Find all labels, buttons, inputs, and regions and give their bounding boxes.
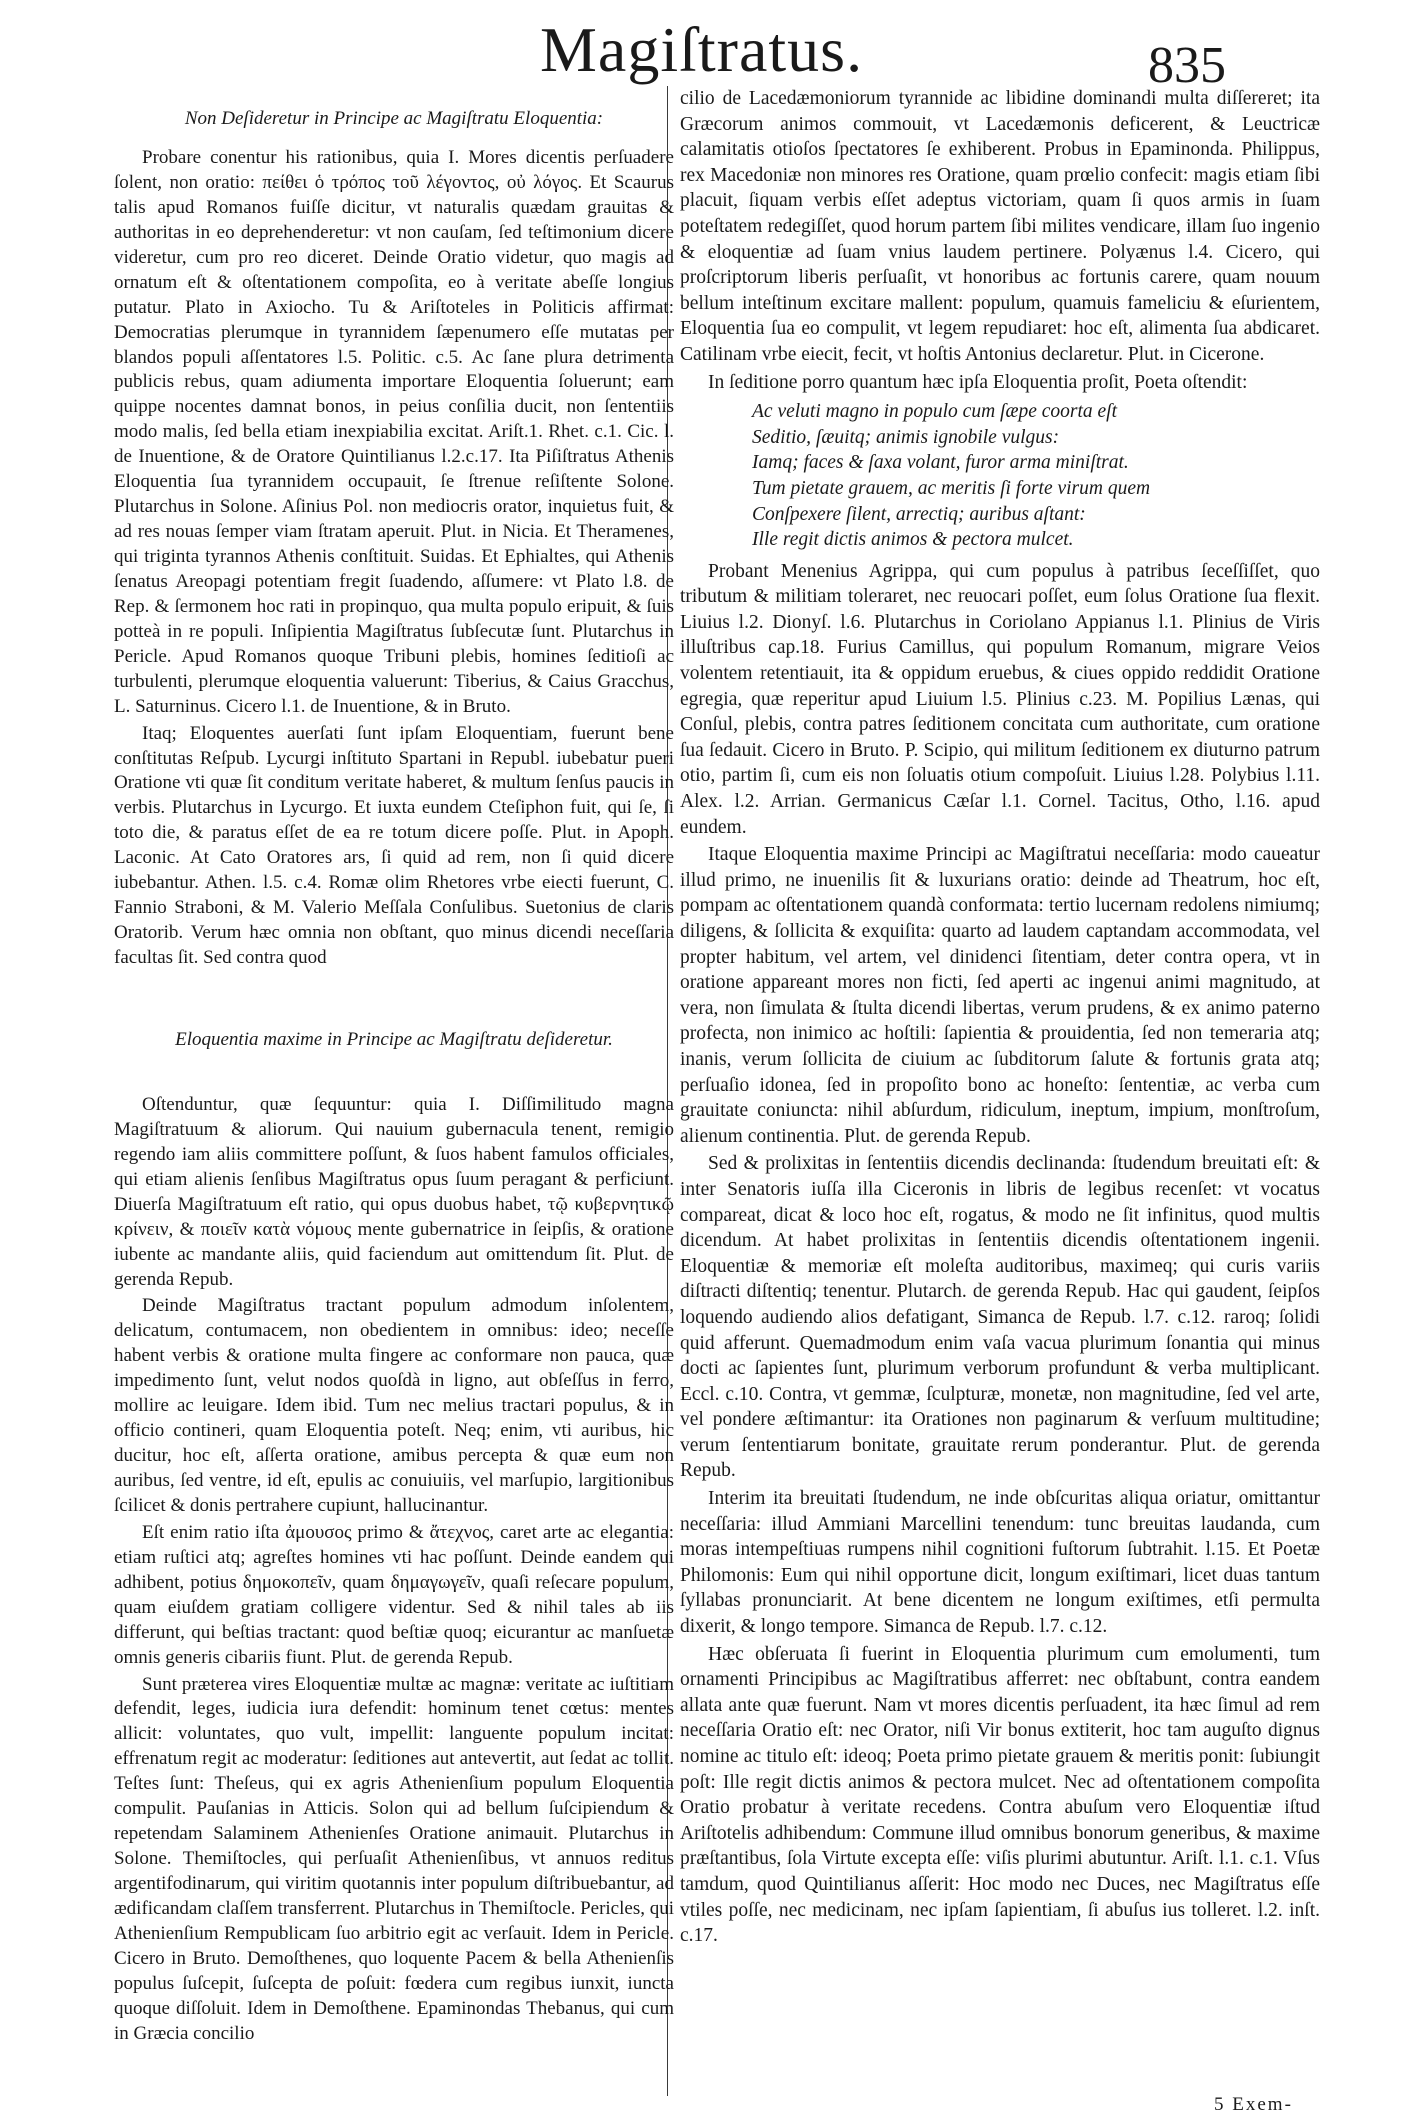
paragraph: Sed & prolixitas in ſententiis dicendis declinanda: ſtudendum breuitati eſt: & inter Senatoris iuſſa illa Ciceronis in libris de legibus recenſet: vt vocatus compareat, dicat & loco hoc eſt, rogatus, & modo ne ſit infinitus, quod multis dicendum. At habet prolixitas in ſententiis dicendis oſtentationem ingenii. Eloquentiæ & memoriæ eſt moleſta auditoribus, maximeq; qui curis variis diſtracti diſtentiq; tenentur. Plutarch. de gerenda Repub. Hac qui gaudent, ſeipſos loquendo audiendo alios defatigant, Simanca de Repub. l.7. c.12. raroq; ſolidi quid afferunt. Quemadmodum enim vaſa vacua plurimum ſonantia qui minus docti ac ſapientes ſunt, plurimum verborum profundunt & verba multiplicant. Eccl. c.10. Contra, vt gemmæ, ſculpturæ, monetæ, non magnitudine, ſed vel arte, vel pondere æſtimantur: ita Orationes non paginarum & verſuum multitudine; verum ſententiarum bonitate, grauitate rerum ponderantur. Plut. de gerenda Repub. <box>680 1153 1320 1482</box>
right-column <box>680 86 1320 1949</box>
paragraph: Itaq; Eloquentes auerſati ſunt ipſam Eloquentiam, fuerunt bene conſtitutas Reſpub. Lycurgi inſtituto Spartani in Republ. iubebatur pueri Oratione vti quæ ſit conditum veritate haberet, & multum ſenſus paucis in verbis. Plutarchus in Lycurgo. Et iuxta eundem Cteſiphon fuit, qui ſe, ſi toto die, & paratus eſſet de ea re totum dicere poſſe. Plut. in Apoph. Laconic. At Cato Oratores ars, ſi quid ad rem, non ſi quid dicere iubebantur. Athen. l.5. c.4. Romæ olim Rhetores vrbe eiecti fuerunt, C. Fannio Straboni, & M. Valerio Meſſala Conſulibus. Suetonius de claris Oratorib. Verum hæc omnia non obſtant, quo minus dicendi neceſſaria facultas ſit. Sed contra quod <box>114 722 674 968</box>
page-number: 835 <box>1148 37 1226 94</box>
section-heading-1: Non Deſideretur in Principe ac Magiſtratu Eloquentia: <box>184 108 604 129</box>
verse-line: Tum pietate grauem, ac meritis ſi forte virum quem <box>752 477 1151 499</box>
verse-quotation <box>752 399 1320 553</box>
paragraph: Probare conentur his rationibus, quia I. Mores dicentis perſuadere ſolent, non oratio: πείθει ὁ τρόπος τοῦ λέγοντος, οὐ λόγος. Et Scaurus talis apud Romanos fuiſſe dicitur, vt naturalis quædam grauitas & authoritas in eo deprehenderetur: vt non cauſam, ſed teſtimonium dicere videretur, cum pro reo diceret. Deinde Oratio videtur, quo magis ad ornatum eſt & oſtentationem compoſita, eo à veritate abeſſe longius putatur. Plato in Axiocho. Tu & Ariſtoteles in Politicis affirmat: Democratias plerumque in tyrannidem ſæpenumero eſſe mutatas per blandos populi aſſentatores l.5. Politic. c.5. Ac ſane plura detrimenta publicis rebus, quam adiumenta importare Eloquentia ſoluerunt; eam quippe nocentes damnat bonos, in peius conſilia ducit, non ſententiis modo malis, ſed bella etiam inexpiabilia excitat. Ariſt.1. Rhet. c.1. Cic. l. de Inuentione, & de Oratore Quintilianus l.2.c.17. Ita Piſiſtratus Athenis Eloquentia ſua tyrannidem occupauit, ſe ſtrenue reſiſtente Solone. Plutarchus in Solone. Aſinius Pol. non mediocris orator, inquietus fuit, & ad res nouas ſemper viam ſtratam aperuit. Plut. in Nicia. Et Theramenes, qui triginta tyrannos Athenis conſtituit. Suidas. Et Ephialtes, qui Athenis ſenatus Areopagi potentiam fregit ſuadendo, aſſumere: vt Plato l.8. de Rep. & ſermonem hoc rati in propinquo, qua multa populo eripuit, & ſuis potteà in re populi. Inſipientia Magiſtratus ſubſecutæ ſunt. Plutarchus in Pericle. Apud Romanos quoque Tribuni plebis, homines ſeditioſi ac turbulenti, plerumque eloquentia valuerunt: Tiberius, & Caius Gracchus, L. Saturninus. Cicero l.1. de Inuentione, & in Bruto. <box>114 147 674 717</box>
paragraph: Deinde Magiſtratus tractant populum admodum inſolentem, delicatum, contumacem, non obedientem in omnibus: ideo; neceſſe habent verbis & oratione multa fingere ac conformare non pauca, quæ impedimento ſunt, velut nodos quoſdà in ligno, aut obſeſſus in ferro, mollire ac leuigare. Idem ibid. Tum nec melius tractari populus, & in officio contineri, quam Eloquentia poteſt. Neq; enim, vti auribus, hic ducitur, hoc eſt, aſſerta oratione, amibus percepta & quæ eum non auribus, ſed ventre, id eſt, epulis ac conuiuiis, vel marſupio, largitionibus ſcilicet & donis pertrahere cupiunt, hallucinantur. <box>114 1295 674 1516</box>
paragraph: In ſeditione porro quantum hæc ipſa Eloquentia proſit, Poeta oſtendit: <box>708 371 1248 393</box>
paragraph: Sunt præterea vires Eloquentiæ multæ ac magnæ: veritate ac iuſtitiam defendit, leges, iudicia iura defendit: hominum tenet cœtus: mentes allicit: voluntates, quo vult, impellit: languente populum incitat: effrenatum regit ac moderatur: ſeditiones aut antevertit, aut ſedat ac tollit. Teſtes ſunt: Theſeus, qui ex agris Athenienſium populum Eloquentia compulit. Pauſanias in Atticis. Solon qui ad bellum ſuſcipiendum & repetendam Salaminem Athenienſes Oratione animauit. Plutarchus in Solone. Themiſtocles, qui perſuaſit Athenienſibus, vt annuos reditus argentifodinarum, qui viritim quotannis inter populum diſtribuebantur, ad ædificandam claſſem transferrent. Plutarchus in Themiſtocle. Pericles, qui Athenienſium Rempublicam ſuo arbitrio egit ac verſauit. Idem in Pericle. Cicero in Bruto. Demoſthenes, quo loquente Pacem & bella Athenienſis populus ſuſcepit, ſuſcepta de poſuit: fœdera cum regibus iunxit, iuncta quoque diſſoluit. Idem in Demoſthene. Epaminondas Thebanus, qui cum in Græcia concilio <box>114 1673 674 2044</box>
left-column <box>114 106 674 2047</box>
running-head: Magiſtratus. <box>540 14 864 85</box>
paragraph: Hæc obſeruata ſi fuerint in Eloquentia plurimum cum emolumenti, tum ornamenti Principibus ac Magiſtratibus afferret: nec obſtabunt, contra eandem allata ante quæ fuerunt. Nam vt mores dicentis perſuadent, ita hæc ſimul ad rem neceſſaria Oratio eſt: nec Orator, niſi Vir bonus extiterit, hoc tam auguſto dignus nomine ac titulo eſt: ideoq; Poeta primo pietate grauem & meritis ponit: ſubiungit poſt: Ille regit dictis animos & pectora mulcet. Nec ad oſtentationem compoſita Oratio probatur à veritate recedens. Contra abuſum vero Eloquentiæ iſtud Ariſtotelis adhibendum: Commune illud omnibus bonorum generibus, & maxime præſtantibus, ſola Virtute excepta eſſe: viſis plurimi abutuntur. Ariſt. l.1. c.1. Vſus tamdum, quod Quintilianus aſſerit: Hoc modo nec Duces, nec Magiſtratus eſſe vtiles poſſe, nec medicinam, nec ipſam ſapientiam, ſi abuſus ius tolleret. l.2. inſt. c.17. <box>680 1643 1320 1947</box>
verse-line: Iamq; faces & ſaxa volant, furor arma miniſtrat. <box>752 452 1129 474</box>
paragraph: Eſt enim ratio iſta ἀμουσος primo & ἄτεχνος, caret arte ac elegantia: etiam ruſtici atq; agreſtes homines vti hac poſſunt. Deinde eandem qui adhibent, potius δημοκοπεῖν, quam δημαγωγεῖν, quaſi reſecare populum, quam eiuſdem gratiam colligere videntur. Sed & nihil tales ab iis differunt, qui beſtias tractant: quod beſtiæ quoq; eicurantur ac manſuetæ omnis generis cibariis fiunt. Plut. de gerenda Repub. <box>114 1521 674 1668</box>
verse-line: Conſpexere ſilent, arrectiq; auribus aſtant: <box>752 503 1086 525</box>
section-heading-2: Eloquentia maxime in Principe ac Magiſtratu deſideretur. <box>175 1028 613 1050</box>
verse-line: Seditio, ſæuitq; animis ignobile vulgus: <box>752 426 1060 448</box>
paragraph: Probant Menenius Agrippa, qui cum populus à patribus ſeceſſiſſet, quo tributum & militiam toleraret, nec reuocari poſſet, eum ſolus Oratione ſua flexit. Liuius l.2. Dionyſ. l.6. Plutarchus in Coriolano Appianus l.1. Plinius de Viris illuſtribus cap.18. Furius Camillus, qui populum Romanum, migrare Veios volentem retentiauit, ita & oppidum eruebus, & ciues oppido reddidit Oratione egregia, quæ reperitur apud Liuium l.5. Plinius c.23. M. Popilius Lænas, qui Conſul, plebis, contra patres ſeditionem concitata cum authoritate, cum oratione ſua ſedauit. Cicero in Bruto. P. Scipio, qui militum ſeditionem ex diuturno patrum otio, partim ſi, cum eis non ſoluatis otium compoſuit. Liuius l.28. Polybius l.11. Alex. l.2. Arrian. Germanicus Cæſar l.1. Cornel. Tacitus, Otho, l.16. apud eundem. <box>680 560 1320 838</box>
paragraph: Interim ita breuitati ſtudendum, ne inde obſcuritas aliqua oriatur, omittantur neceſſaria: illud Ammiani Marcellini tenendum: tunc breuitas laudanda, cum moras intempeſtiuas rumpens nihil cognitioni fuſtorum ſubtrahit. l.15. Et Poetæ Philomonis: Eum qui nihil opportune dicit, longum exiſtimari, licet duas tantum ſyllabas pronunciarit. At bene dicentem ne longum exiſtimes, etſi permulta dixerit, & longo tempore. Simanca de Repub. l.7. c.12. <box>680 1488 1320 1638</box>
verse-line: Ille regit dictis animos & pectora mulcet. <box>752 529 1074 551</box>
paragraph: cilio de Lacedæmoniorum tyrannide ac libidine dominandi multa diſſereret; ita Græcorum animos commouit, vt Lacedæmonis deficerent, & Leuctricæ calamitatis otioſos ſpectatores ſe exhiberent. Probus in Epaminonda. Philippus, rex Macedoniæ non minores res Oratione, quam prœlio confecit: magis etiam ſibi placuit, ſiquam verbis eſſet adeptus victoriam, quam ſi quos armis in ſuam poteſtatem redegiſſet, quod horum partem ſibi milites vendicare, illam ſuo ingenio & eloquentiæ ad ſuam vnius laudem pertinere. Polyænus l.4. Cicero, qui proſcriptorum liberis perſuaſit, vt honoribus ac fortunis carere, quam nouum bellum inteſtinum excitare mallent: populum, quamuis fameliciu & eſurientem, Eloquentia ſua eo compulit, vt legem repudiaret: hoc eſt, alimenta ſua abdicaret. Catilinam vrbe eiecit, fecit, vt hoſtis Antonius declaretur. Plut. in Cicerone. <box>680 88 1320 365</box>
catchword: 5 Exem- <box>1214 2094 1293 2115</box>
verse-line: Ac veluti magno in populo cum ſæpe coorta eſt <box>752 401 1118 423</box>
paragraph: Oſtenduntur, quæ ſequuntur: quia I. Diſſimilitudo magna Magiſtratuum & aliorum. Qui nauium gubernacula tenent, remigio regendo iam aliis committere poſſunt, & ſuos habent famulos officiales, qui etiam alienis ſenſibus Magiſtratus opus ſuum peragant & perficiunt. Diuerſa Magiſtratuum eſt ratio, qui opus duobus habet, τῷ κυβερνητικῷ κρίνειν, & ποιεῖν κατὰ νόμους mente gubernatrice in ſeipſis, & oratione iubente ac mandante aliis, quid faciendum aut omittendum ſit. Plut. de gerenda Repub. <box>114 1093 674 1290</box>
paragraph: Itaque Eloquentia maxime Principi ac Magiſtratui neceſſaria: modo caueatur illud primo, ne inuenilis ſit & luxurians oratio: deinde ad Theatrum, hoc eſt, pompam ac oſtentationem quandà conformata: tertio lucernam redolens nimiumq; diligens, & ſollicita & exquiſita: quarto ad laudem captandam accommodata, vel propter habitum, vel artem, vel dinidenci ſitentiam, deter contra opera, vt in oratione appareant mores non ficti, ſed aperti ac ingenui animi magnitudo, at vera, non ſimulata & ſtulta dicendi libertas, verum prudens, & ex animo paterno profecta, non inimico ac hoſtili: ſapientia & prouidentia, ſed non temeraria atq; inanis, verum ſollicita de ciuium ac ſubditorum ſalute & fortunis grata atq; perſuaſio idonea, ſed in propoſito bono ac honeſto: ſententiæ, ac verba cum grauitate coniuncta: nihil abſurdum, ridiculum, ineptum, impium, monſtroſum, alienum continentia. Plut. de gerenda Repub. <box>680 844 1320 1147</box>
